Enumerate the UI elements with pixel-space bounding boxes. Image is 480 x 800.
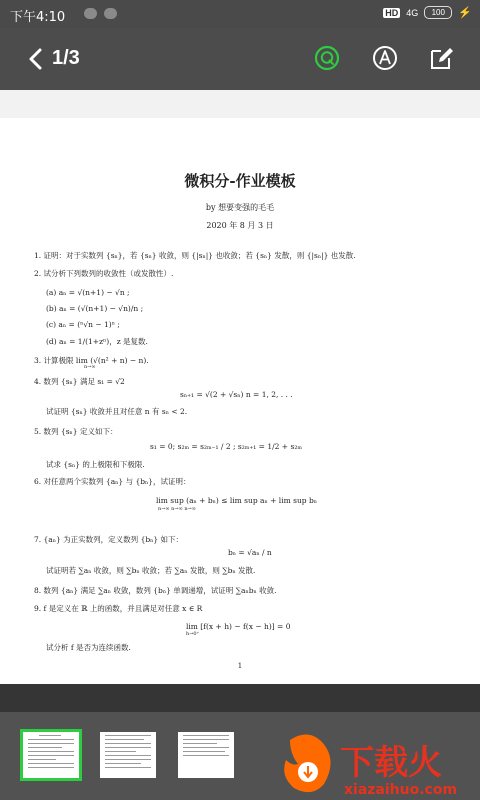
problem-line: 4. 数列 {sₙ} 满足 s₁ = √2 — [34, 377, 125, 386]
notification-icon — [84, 8, 97, 19]
page-indicator: 1/3 — [52, 47, 80, 69]
problem-line: 试求 {sₙ} 的上极限和下极限. — [46, 460, 145, 469]
notification-icon — [104, 8, 117, 19]
document-page[interactable] — [0, 118, 480, 684]
a-circle-icon[interactable] — [371, 44, 399, 72]
problem-line: 5. 数列 {sₙ} 定义如下： — [34, 427, 118, 436]
problem-line: (d) aₙ = 1/(1+zⁿ)，z 是复数. — [46, 337, 148, 346]
problem-line: 2. 试分析下列数列的收敛性（或发散性）. — [34, 269, 174, 278]
watermark-text: 下载火 — [340, 743, 442, 783]
page-thumbnail-2[interactable] — [100, 732, 156, 778]
edit-icon[interactable] — [428, 44, 456, 72]
battery-icon — [424, 6, 452, 19]
page-thumbnail-3[interactable] — [178, 732, 234, 778]
watermark-logo — [280, 730, 480, 800]
problem-line: 试证明 {sₙ} 收敛并且对任意 n 有 sₙ < 2. — [46, 407, 188, 416]
watermark-url: xiazaihuo.com — [344, 782, 458, 798]
document-margin — [0, 90, 480, 118]
problem-line: 6. 对任意两个实数列 {aₙ} 与 {bₙ}，试证明： — [34, 477, 191, 486]
document-title: 微积分-作业模板 — [184, 172, 296, 190]
hd-icon: HD — [385, 7, 399, 18]
document-date: 2020 年 8 月 3 日 — [206, 221, 274, 230]
status-time: 下午4:10 — [10, 10, 66, 25]
problem-line: 9. f 是定义在 ℝ 上的函数，并且满足对任意 x ∈ R — [34, 604, 203, 613]
battery-level: 100 — [431, 8, 445, 17]
back-chevron-icon[interactable] — [22, 44, 52, 74]
formula-line: bₙ = √aₙ / n — [228, 548, 272, 557]
status-indicators — [383, 6, 472, 19]
formula-line: lim sup (aₙ + bₙ) ≤ lim sup aₙ + lim sup bₙ — [156, 496, 318, 505]
page-strip-spacer — [0, 684, 480, 712]
problem-line: 3. 计算极限 lim (√(n² + n) − n). — [34, 356, 149, 365]
document-author: by 想要变强的毛毛 — [205, 203, 275, 212]
network-label: 4G — [406, 7, 419, 18]
page-number: 1 — [237, 662, 243, 670]
q-circle-icon[interactable] — [313, 44, 341, 72]
top-toolbar — [0, 28, 480, 90]
limit-subscript: n→∞ n→∞ n→∞ — [158, 506, 196, 512]
status-bar — [0, 0, 480, 28]
limit-subscript: n→∞ — [84, 364, 96, 370]
problem-line: (a) aₙ = √(n+1) − √n ; — [46, 288, 130, 297]
limit-subscript: h→0⁺ — [186, 631, 200, 637]
charging-icon: ⚡ — [458, 7, 472, 19]
problem-line: (b) aₙ = (√(n+1) − √n)/n ; — [46, 304, 144, 313]
page-thumbnail-1[interactable] — [23, 732, 79, 778]
problem-line: 试分析 f 是否为连续函数. — [46, 643, 131, 652]
problem-line: (c) aₙ = (ⁿ√n − 1)ⁿ ; — [46, 320, 120, 329]
formula-line: sₙ₊₁ = √(2 + √sₙ) n = 1, 2, . . . — [180, 390, 293, 399]
problem-line: 1. 证明：对于实数列 {sₙ}，若 {sₙ} 收敛，则 {|sₙ|} 也收敛；若 {sₙ} 发散，则 {|sₙ|} 也发散. — [34, 251, 356, 260]
problem-line: 试证明若 ∑aₙ 收敛，则 ∑bₙ 收敛；若 ∑aₙ 发散，则 ∑bₙ 发散. — [46, 566, 256, 575]
formula-line: s₁ = 0; s₂ₘ = s₂ₘ₋₁ / 2 ; s₂ₘ₊₁ = 1/2 + s₂ₘ — [150, 442, 302, 451]
formula-line: lim [f(x + h) − f(x − h)] = 0 — [186, 622, 291, 631]
problem-line: 8. 数列 {aₙ} 满足 ∑aₙ 收敛，数列 {bₙ} 单调递增，试证明 ∑aₙbₙ 收敛. — [34, 586, 277, 595]
problem-line: 7. {aₙ} 为正实数列，定义数列 {bₙ} 如下： — [34, 535, 184, 544]
